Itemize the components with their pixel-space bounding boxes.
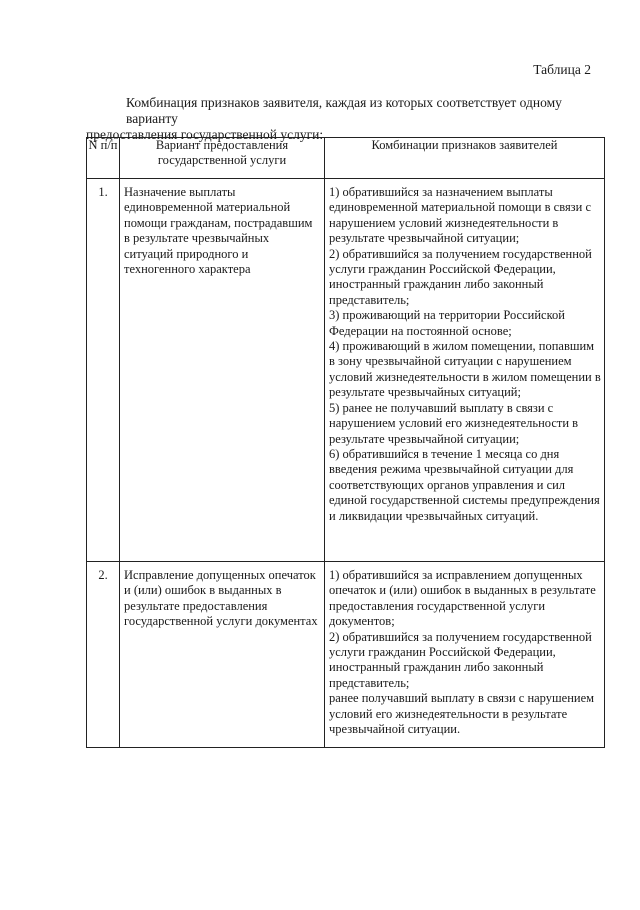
- row-number: 1.: [87, 179, 120, 562]
- table-number-label: Таблица 2: [533, 62, 591, 77]
- header-num: N п/п: [87, 138, 120, 179]
- criteria-item: 1) обратившийся за назначением выплаты единовременной материальной помощи в связи с нарушением условий жизнедеятельности в результате чрезвычайной ситуации;: [329, 185, 591, 246]
- criteria-item: 4) проживающий в жилом помещении, попавшим в зону чрезвычайной ситуации с нарушением условий жизнедеятельности в жилом помещении в результате чрезвычайных ситуаций;: [329, 339, 601, 400]
- criteria-item: 3) проживающий на территории Российской Федерации на постоянной основе;: [329, 308, 565, 338]
- criteria-item: 2) обратившийся за получением государственной услуги гражданин Российской Федерации, иностранный гражданин либо законный представитель;: [329, 629, 592, 690]
- table-row: [87, 562, 605, 748]
- table-header-row: [87, 138, 605, 179]
- criteria-item: 5) ранее не получавший выплату в связи с нарушением условий его жизнедеятельности в результате чрезвычайной ситуации;: [329, 400, 579, 446]
- variant-cell: Назначение выплаты единовременной материальной помощи гражданам, пострадавшим в результате чрезвычайных ситуаций природного и техногенного характера: [120, 179, 325, 562]
- criteria-item: 2) обратившийся за получением государственной услуги гражданин Российской Федерации, иностранный гражданин либо законный представитель;: [329, 246, 592, 307]
- header-criteria: Комбинации признаков заявителей: [325, 138, 605, 179]
- table-intro: [86, 95, 606, 143]
- criteria-item: 1) обратившийся за исправлением допущенных опечаток и (или) ошибок в выданных в результате предоставления государственной услуги документов;: [329, 568, 596, 629]
- criteria-item: 6) обратившийся в течение 1 месяца со дня введения режима чрезвычайной ситуации для соответствующих органов управления и сил единой государственной системы предупреждения и ликвидации чрезвычайных ситуаций.: [329, 446, 600, 523]
- variants-table: [86, 137, 605, 748]
- intro-line-1: Комбинация признаков заявителя, каждая из которых соответствует одному варианту: [126, 95, 562, 126]
- criteria-cell: [325, 562, 605, 748]
- criteria-cell: [325, 179, 605, 562]
- header-variant: Вариант предоставления государственной услуги: [120, 138, 325, 179]
- variant-cell: Исправление допущенных опечаток и (или) ошибок в выданных в результате предоставления государственной услуги документах: [120, 562, 325, 748]
- row-number: 2.: [87, 562, 120, 748]
- criteria-item: ранее получавший выплату в связи с нарушением условий его жизнедеятельности в результате чрезвычайной ситуации.: [329, 691, 595, 737]
- table-row: [87, 179, 605, 562]
- intro-line-2: предоставления государственной услуги:: [86, 127, 324, 142]
